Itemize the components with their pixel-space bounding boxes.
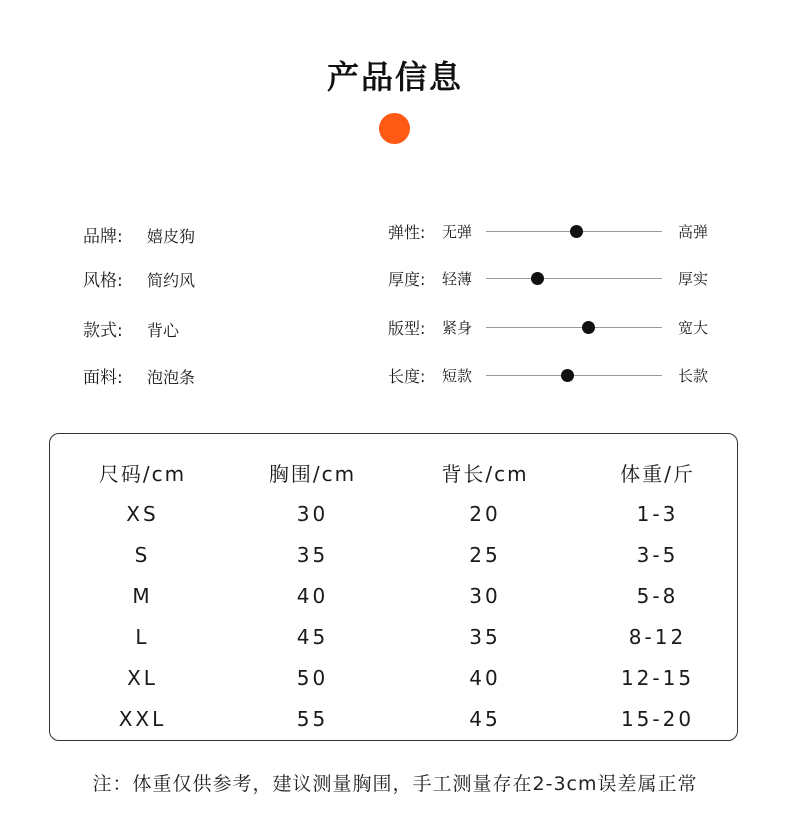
cell-chest: 40 xyxy=(296,583,329,608)
cell-chest: 30 xyxy=(296,501,329,526)
scale-low-label: 轻薄 xyxy=(442,270,473,288)
scale-label: 版型: xyxy=(388,319,426,338)
scale-length xyxy=(388,364,718,388)
table-row xyxy=(50,575,737,616)
header-size: 尺码/cm xyxy=(98,462,187,486)
page-title: 产品信息 xyxy=(326,58,463,96)
scale-label: 弹性: xyxy=(388,223,426,242)
cell-size: XS xyxy=(126,501,159,526)
cell-chest: 45 xyxy=(296,624,329,649)
cell-weight: 3-5 xyxy=(636,542,679,567)
spec-value: 背心 xyxy=(147,321,180,340)
scale-knob xyxy=(582,321,595,334)
cell-size: XL xyxy=(127,665,158,690)
cell-weight: 1-3 xyxy=(636,501,679,526)
table-header-row xyxy=(50,452,737,493)
scale-label: 厚度: xyxy=(388,270,426,289)
cell-chest: 50 xyxy=(296,665,329,690)
scale-track xyxy=(486,375,662,376)
header-chest: 胸围/cm xyxy=(268,462,357,486)
scale-track xyxy=(486,278,662,279)
scale-knob xyxy=(570,225,583,238)
scale-track xyxy=(486,231,662,232)
spec-value: 嬉皮狗 xyxy=(147,227,196,246)
size-table xyxy=(50,452,737,739)
table-row xyxy=(50,698,737,739)
footnote: 注：体重仅供参考，建议测量胸围，手工测量存在2-3cm误差属正常 xyxy=(92,773,698,795)
header-weight: 体重/斤 xyxy=(620,462,695,486)
scale-fit xyxy=(388,316,718,340)
cell-chest: 35 xyxy=(296,542,329,567)
scale-low-label: 紧身 xyxy=(442,319,473,337)
cell-chest: 55 xyxy=(296,706,329,731)
header-back-length: 背长/cm xyxy=(441,462,529,486)
scale-high-label: 高弹 xyxy=(678,223,709,241)
cell-weight: 5-8 xyxy=(636,583,679,608)
scale-low-label: 短款 xyxy=(442,367,473,385)
cell-weight: 15-20 xyxy=(620,706,695,731)
cell-size: M xyxy=(132,583,153,608)
cell-back-length: 30 xyxy=(469,583,501,608)
cell-size: XXL xyxy=(118,706,167,731)
table-row xyxy=(50,616,737,657)
scale-elasticity xyxy=(388,220,718,244)
cell-size: L xyxy=(135,624,150,649)
scale-knob xyxy=(561,369,574,382)
scale-high-label: 宽大 xyxy=(678,319,709,337)
size-chart-box xyxy=(49,433,738,741)
scale-high-label: 厚实 xyxy=(678,270,709,288)
spec-label: 风格: xyxy=(83,271,123,291)
scale-label: 长度: xyxy=(388,367,426,386)
scale-thickness xyxy=(388,267,718,291)
spec-value: 泡泡条 xyxy=(147,368,196,387)
scale-knob xyxy=(531,272,544,285)
spec-label: 款式: xyxy=(83,321,123,341)
scale-track xyxy=(486,327,662,328)
cell-weight: 12-15 xyxy=(620,665,695,690)
spec-value: 简约风 xyxy=(147,271,196,290)
scale-high-label: 长款 xyxy=(678,367,709,385)
cell-back-length: 35 xyxy=(469,624,501,649)
spec-label: 品牌: xyxy=(83,227,123,247)
scale-low-label: 无弹 xyxy=(442,223,473,241)
cell-back-length: 40 xyxy=(469,665,501,690)
cell-back-length: 25 xyxy=(469,542,501,567)
accent-dot xyxy=(379,113,410,144)
cell-weight: 8-12 xyxy=(628,624,687,649)
table-row xyxy=(50,534,737,575)
table-row xyxy=(50,493,737,534)
table-row xyxy=(50,657,737,698)
cell-back-length: 45 xyxy=(469,706,501,731)
cell-size: S xyxy=(134,542,151,567)
spec-label: 面料: xyxy=(83,368,123,388)
cell-back-length: 20 xyxy=(469,501,501,526)
